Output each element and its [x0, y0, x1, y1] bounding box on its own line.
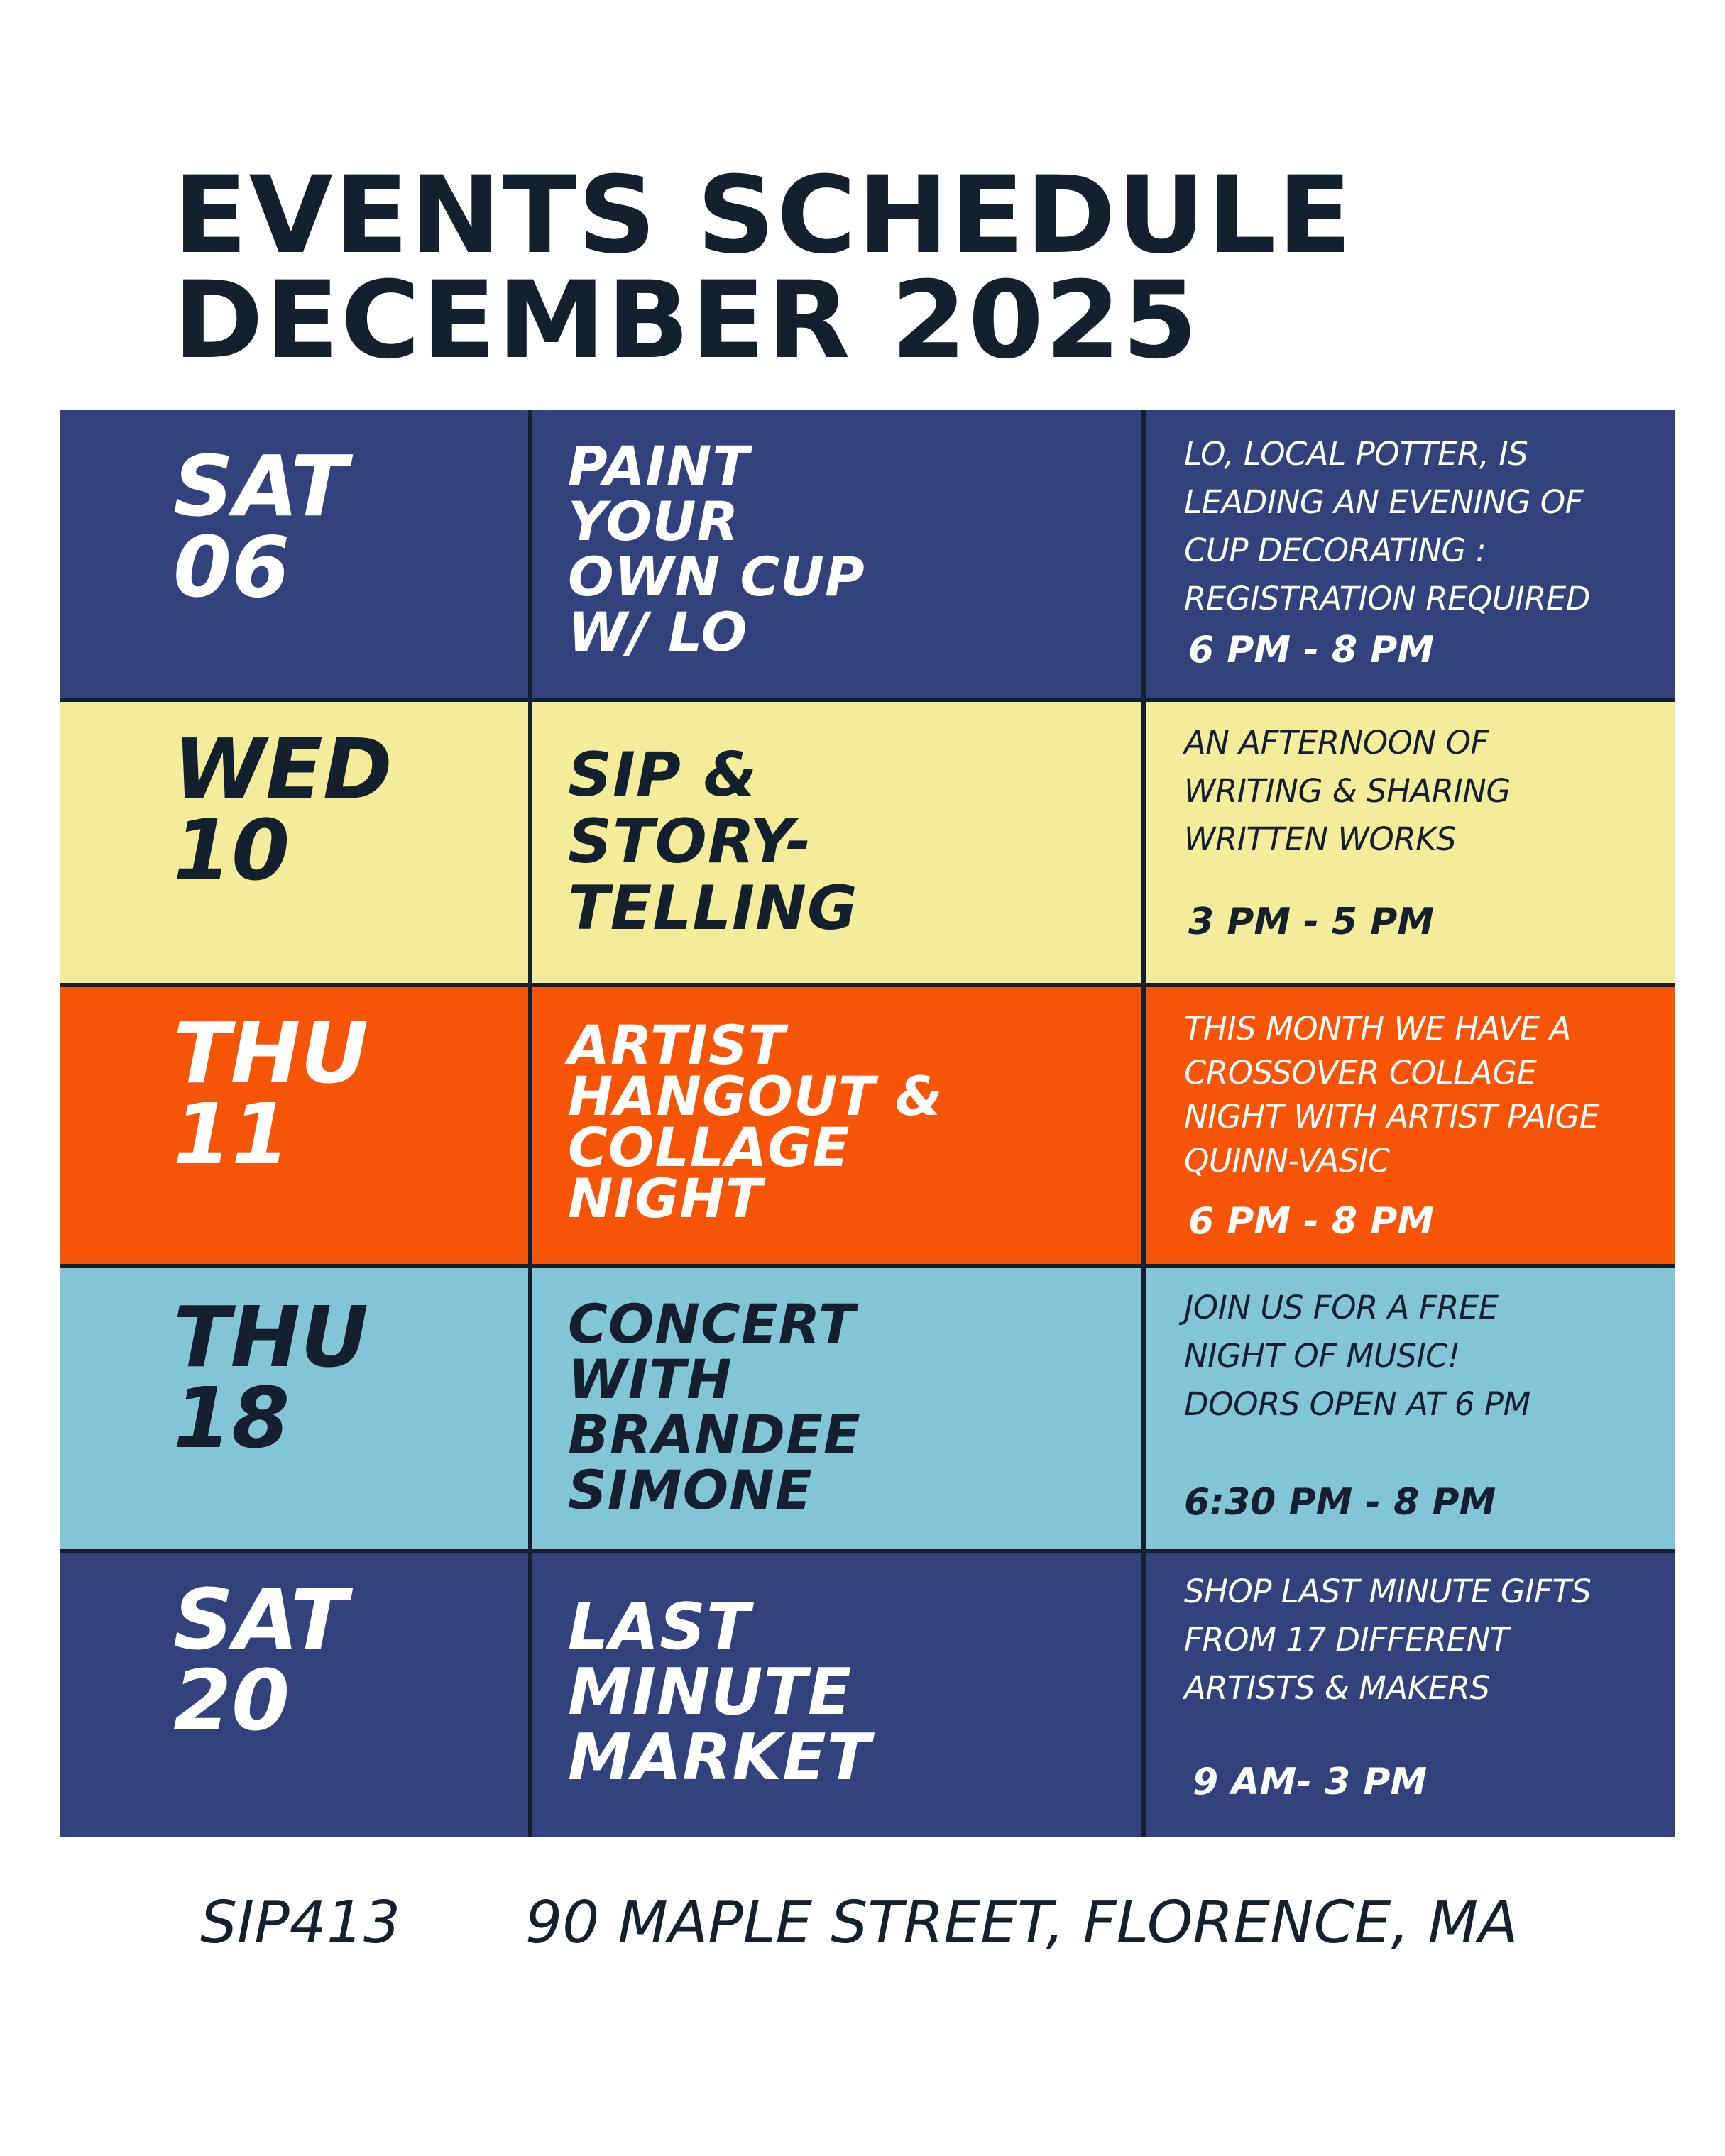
event-time: 6 PM - 8 PM — [1188, 1200, 1435, 1243]
event-day: THU — [173, 1288, 369, 1386]
event-day: WED — [173, 720, 393, 818]
event-title-cell — [532, 1268, 1146, 1549]
event-row — [60, 1264, 1675, 1549]
event-title-cell — [532, 987, 1146, 1264]
event-row — [60, 983, 1675, 1264]
event-date-cell — [60, 1268, 532, 1549]
event-day-number: 20 — [173, 1651, 290, 1749]
page-title — [173, 154, 1354, 383]
event-day-number: 18 — [173, 1369, 290, 1467]
event-title: SIP & STORY- TELLING — [568, 739, 858, 944]
event-description-cell — [1146, 987, 1675, 1264]
event-day: SAT — [173, 437, 348, 535]
event-date — [173, 720, 393, 899]
event-description-cell — [1146, 410, 1675, 698]
event-row — [60, 1549, 1675, 1837]
event-date — [173, 1004, 369, 1183]
event-time: 6 PM - 8 PM — [1188, 629, 1435, 671]
event-day-number: 11 — [173, 1085, 290, 1183]
event-description-cell — [1146, 702, 1675, 983]
event-row — [60, 698, 1675, 983]
event-title: LAST MINUTE MARKET — [568, 1590, 872, 1795]
event-date-cell — [60, 702, 532, 983]
venue-name: SIP413 — [200, 1889, 401, 1957]
event-time: 9 AM- 3 PM — [1193, 1761, 1428, 1803]
event-date — [173, 1571, 348, 1749]
event-day-number: 06 — [173, 518, 290, 616]
events-schedule-table — [60, 410, 1675, 1837]
event-description: SHOP LAST MINUTE GIFTS FROM 17 DIFFERENT ARTISTS & MAKERS — [1184, 1573, 1592, 1707]
event-day: THU — [173, 1004, 369, 1102]
event-day: SAT — [173, 1571, 348, 1668]
event-title-cell — [532, 702, 1146, 983]
event-description: LO, LOCAL POTTER, IS LEADING AN EVENING OF CUP DECORATING : REGISTRATION REQUIRED — [1184, 435, 1590, 617]
event-date-cell — [60, 410, 532, 698]
title-line-1: EVENTS SCHEDULE — [173, 154, 1354, 277]
event-description: THIS MONTH WE HAVE A CROSSOVER COLLAGE NIGHT WITH ARTIST PAIGE QUINN-VASIC — [1184, 1010, 1599, 1179]
event-title: PAINT YOUR OWN CUP W/ LO — [568, 434, 865, 664]
event-row — [60, 410, 1675, 698]
event-description: AN AFTERNOON OF WRITING & SHARING WRITTEN WORKS — [1184, 724, 1511, 858]
event-time: 6:30 PM - 8 PM — [1184, 1481, 1496, 1524]
event-description: JOIN US FOR A FREE NIGHT OF MUSIC! DOORS OPEN AT 6 PM — [1184, 1289, 1530, 1423]
event-date-cell — [60, 987, 532, 1264]
event-day-number: 10 — [173, 801, 290, 899]
event-title-cell — [532, 1553, 1146, 1837]
title-line-2: DECEMBER 2025 — [173, 259, 1200, 383]
venue-address: 90 MAPLE STREET, FLORENCE, MA — [525, 1889, 1518, 1957]
event-date-cell — [60, 1553, 532, 1837]
event-time: 3 PM - 5 PM — [1188, 901, 1435, 943]
event-date — [173, 1288, 369, 1467]
event-date — [173, 437, 348, 616]
event-description-cell — [1146, 1268, 1675, 1549]
event-description-cell — [1146, 1553, 1675, 1837]
event-title: ARTIST HANGOUT & COLLAGE NIGHT — [568, 1013, 943, 1230]
event-title: CONCERT WITH BRANDEE SIMONE — [568, 1292, 861, 1522]
event-title-cell — [532, 410, 1146, 698]
